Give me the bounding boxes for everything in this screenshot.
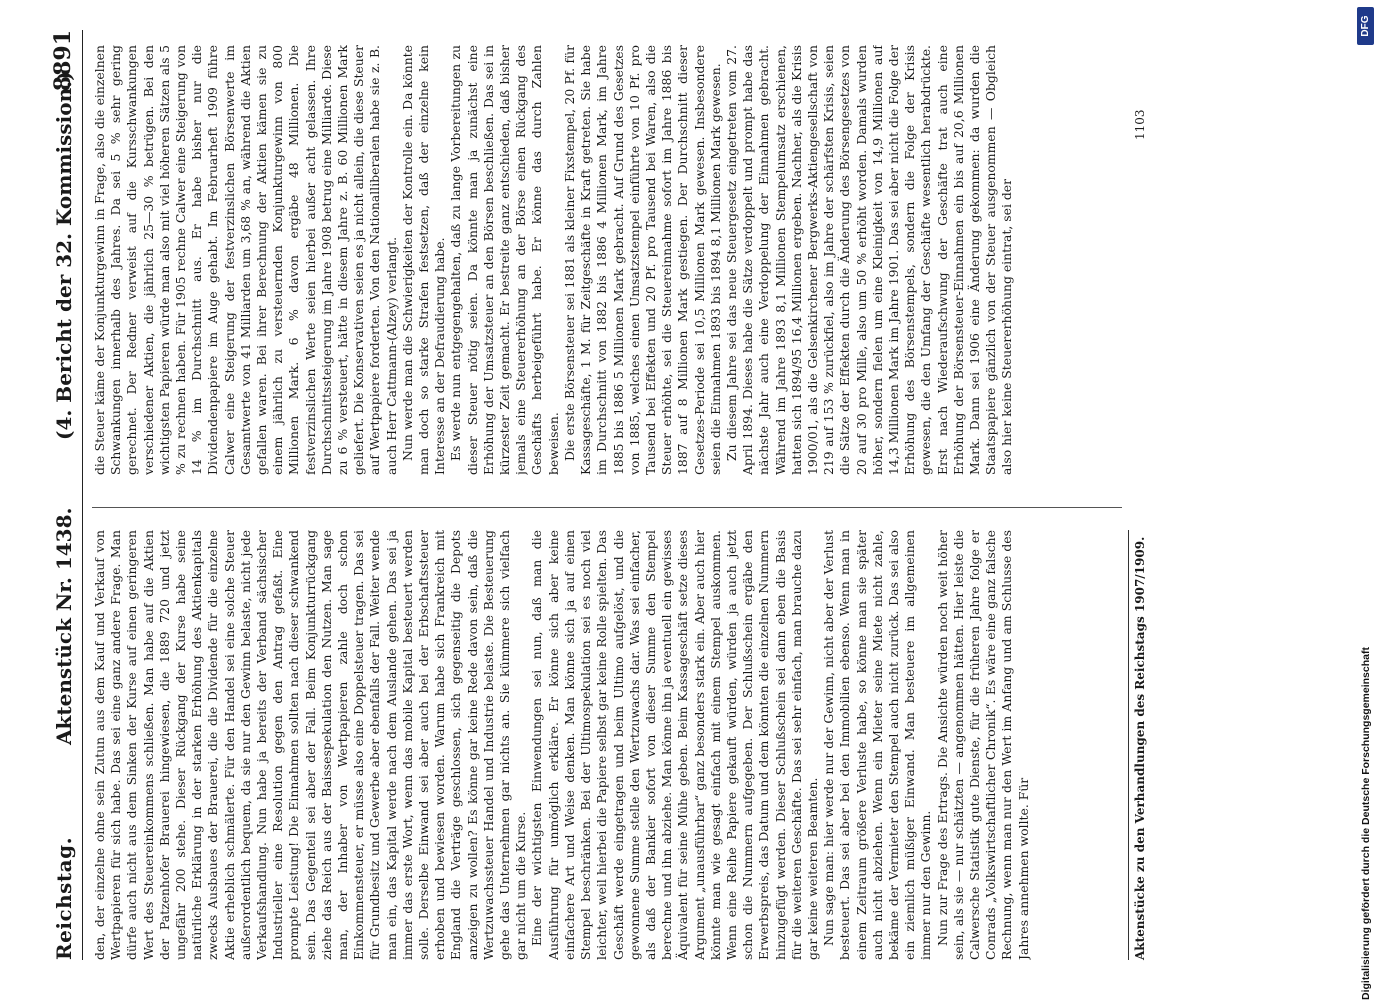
- digitization-note: Digitalisierung gefördert durch die Deutsche Forschungsgemeinschaft: [1360, 647, 1372, 1000]
- footer-rule: [1128, 530, 1129, 960]
- running-header: [42, 30, 83, 960]
- paragraph: Zu diesem Jahre sei das neue Steuergesetz eingetreten vom 27. April 1894. Dieses habe die Sätze verdoppelt und prompt habe das nächste Jahr auch eine Verdoppelung der Einnahmen gebracht. Während im Jahre 1893 8,1 Millionen Stempelumsatz erschienen, hatten sich 1894/95 16,4 Millionen ergeben. Nachher, als die Krisis 1900/01, als die Gelsenkirchener Bergwerks-Aktiengesellschaft von 219 auf 153 % zurückfiel, also im Jahre der schärfsten Krisis, seien die Sätze der Effekten durch die Änderung des Börsengesetzes von 20 auf 30 pro Mille, also um 50 % erhöht worden. Damals wurden höher, sondern fielen um eine Kleinigkeit von 14,9 Millionen auf 14,3 Millionen Mark im Jahre 1901. Das sei aber nicht die Folge der Erhöhung des Börsenstempels, sondern die Folge der Krisis gewesen, die den Umfang der Geschäfte wesentlich herabdrückte. Erst nach Wiederaufschwung der Geschäfte trat auch eine Erhöhung der Börsensteuer-Einnahmen ein bis auf 20,6 Millionen Mark. Dann sei 1906 eine Änderung gekommen: da wurden die Staatspapiere gänzlich von der Steuer ausgenommen — Obgleich also hier keine Steuererhöhung eintrat, sei der: [723, 45, 1015, 475]
- page-number: 8891: [50, 30, 76, 92]
- header-reichstag: Reichstag.: [52, 836, 76, 960]
- paragraph: Eine der wichtigsten Einwendungen sei nun, daß man die Ausführung für unmöglich erkläre. Er könne sich aber keine einfachere Art und Weise denken. Man könne sich ja auf einen Stempel beschränken. Bei der Ultimospekulation sei es noch viel leichter, weil hierbei die Papiere selbst gar keine Rolle spielten. Das Geschäft werde eingetragen und beim Ultimo aufgelöst, und die gewonnene Summe stelle den Wertzuwachs dar. Was sei einfacher, als daß der Bankier sofort von dieser Summe den Stempel berechne und ihn abziehe. Man könne ihn ja eventuell ein gewisses Äquivalent für seine Mühe geben. Beim Kassageschäft setze dieses Argument „unausführbar“ ganz besonders stark ein. Aber auch hier könnte man wie gesagt einfach mit einem Stempel auskommen. Wenn eine Reihe Papiere gekauft würden, würden ja auch jetzt schon die Nummern aufgegeben. Der Schlußschein ergäbe den Erwerbspreis, das Datum und dem könnten die einzelnen Nummern hinzugefügt werden. Dieser Schlußschein sei dann eben die Basis für die weiteren Geschäfte. Das sei sehr einfach, man brauche dazu gar keine weiteren Beamten.: [529, 530, 820, 960]
- paragraph: Nun werde man die Schwierigkeiten der Kontrolle ein. Da könnte man doch so starke Strafen festsetzen, daß der einzelne kein Interesse an der Defraudierung habe.: [399, 45, 448, 475]
- footer-sheet-number: 1103: [1133, 109, 1147, 140]
- dfg-logo: DFG: [1357, 7, 1374, 45]
- footer-collection-title: Aktenstücke zu den Verhandlungen des Reichstags 1907/1909.: [1133, 536, 1147, 960]
- paragraph: Es werde nun entgegengehalten, daß zu lange Vorbereitungen zu dieser Steuer nötig seien. Da könnte man ja zunächst eine Erhöhung der Umsatzsteuer an den Börsen beschließen. Das sei in kürzester Zeit gemacht. Er bestreite ganz entschieden, daß bisher jemals eine Steuererhöhung an der Börse einen Rückgang des Geschäfts herbeigeführt habe. Er könne das durch Zahlen beweisen.: [448, 45, 561, 475]
- header-report-title: (4. Bericht der 32. Kommission.): [52, 71, 76, 440]
- paragraph: Nun sage man: hier werde nur der Gewinn, nicht aber der Verlust besteuert. Das sei aber bei den Immobilien ebenso. Wenn man in einem Zeitraum größere Verluste habe, so könne man sie später auch nicht abziehen. Wenn ein Mieter seine Miete nicht zahle, bekäme der Vermieter den Stempel auch nicht zurück. Das sei also ein ziemlich müßiger Einwand. Man besteuere im allgemeinen immer nur den Gewinn.: [821, 530, 934, 960]
- paragraph: Nun zur Frage des Ertrags. Die Ansichte würden noch weit höher sein, als sie — nur schätzten — angenommen hätten. Hier leiste die Calwersche Statistik gute Dienste, für die früheren Jahre folge er Conrads „Volkswirtschaftlicher Chronik“. Es wäre eine ganz falsche Rechnung, wenn man nur den Wert im Anfang und am Schlusse des Jahres annehmen wollte. Für: [934, 530, 1031, 960]
- left-text-column: [92, 530, 1122, 960]
- paragraph: den, der einzelne ohne sein Zutun aus dem Kauf und Verkauf von Wertpapieren für sich habe. Das sei eine ganz andere Frage. Man dürfe auch nicht aus dem Sinken der Kurse auf einen geringeren Wert des Steuereinkommens schließen. Man habe auf die Aktien der Patzenhofer Brauerei hingewiesen, die 1889 720 und jetzt ungefähr 200 stehe. Dieser Rückgang der Kurse habe seine natürliche Erklärung in der starken Erhöhung des Aktienkapitals zwecks Ausbaues der Brauerei, die die Dividende für die einzelne Aktie erheblich schmälerte. Für den Handel sei eine solche Steuer außerordentlich bequem, da sie nur den Gewinn belaste, nicht jede Verkaufshandlung. Nun habe ja bereits der Verband sächsischer Industrieller eine Resolution gegen den Antrag gefaßt. Eine prompte Leistung! Die Einnahmen sollten nach dieser schwankend sein. Das Gegenteil sei aber der Fall. Beim Konjunkturrückgang ziehe das Reich aus der Baissespekulation den Nutzen. Man sage man, der Inhaber von Wertpapieren zahle doch schon Einkommensteuer, er müsse also eine Doppelsteuer tragen. Das sei für Grundbesitz und Gewerbe aber ebenfalls der Fall. Weiter wende man ein, das Kapital werde nach dem Auslande gehen. Das sei ja immer das erste Wort, wenn das mobile Kapital besteuert werden solle. Derselbe Einwand sei aber auch bei der Erbschaftssteuer erhoben und bewiesen worden. Warum habe sich Frankreich mit England die Verträge geschlossen, sich gegenseitig die Depots anzeigen zu wollen? Es könne gar keine Rede davon sein, daß die Wertzuwachssteuer Handel und Industrie belaste. Die Besteuerung gehe das Unternehmen gar nichts an. Sie kümmere sich vielfach gar nicht um die Kurse.: [92, 530, 529, 960]
- column-divider: [92, 507, 1122, 508]
- header-document-number: Aktenstück Nr. 1438.: [52, 507, 76, 745]
- right-text-column: [92, 45, 1122, 475]
- paragraph: die Steuer käme der Konjunkturgewinn in Frage, also die einzelnen Schwankungen innerhalb des Jahres. Da sei 5 % sehr gering gerechnet. Der Redner verweist auf die Kursschwankungen verschiedener Aktien, die jährlich 25—30 % betrügen. Bei den wichtigsten Papieren würde man also mit viel höheren Sätzen als 5 % zu rechnen haben. Für 1905 rechne Calwer eine Steigerung von 14 % im Durchschnitt aus. Er habe bisher nur die Dividendenpapiere im Auge gehabt. Im Februarheft 1909 führe Calwer eine Steigerung der festverzinslichen Börsenwerte im Gesamtwerte von 41 Milliarden um 3,68 % an, während die Aktien gefallen waren. Bei ihrer Berechnung der Aktien kämen sie zu einem jährlich zu versteuernden Konjunkturgewinn von 800 Millionen Mark. 6 % davon ergäbe 48 Millionen. Die festverzinslichen Werte seien hierbei außer acht gelassen. Ihre Durchschnittssteigerung im Jahre 1908 betrug eine Milliarde. Diese zu 6 % versteuert, hätte in diesem Jahre z. B. 60 Millionen Mark geliefert. Die Konservativen seien es ja nicht allein, die diese Steuer auf Wertpapiere forderten. Von den Nationalliberalen habe sie z. B. auch Herr Cattmann-(Alzey) verlangt.: [92, 45, 399, 475]
- digitization-credit: [1352, 0, 1382, 1000]
- paragraph: Die erste Börsensteuer sei 1881 als kleiner Fixstempel, 20 Pf. für Kassageschäfte, 1 M. für Zeitgeschäfte in Kraft getreten. Sie habe im Durchschnitt von 1882 bis 1886 4 Millionen Mark, im Jahre 1885 bis 1886 5 Millionen Mark gebracht. Auf Grund des Gesetzes von 1885, welches einen Umsatzstempel einführte von 10 Pf. pro Tausend bei Effekten und 20 Pf. pro Tausend bei Waren, also die Steuer erhöhte, sei die Steuereinnahme sofort im Jahre 1886 bis 1887 auf 8 Millionen Mark gestiegen. Der Durchschnitt dieser Gesetzes-Periode sei 10,5 Millionen Mark gewesen. Insbesondere seien die Einnahmen 1893 bis 1894 8,1 Millionen Mark gewesen.: [561, 45, 723, 475]
